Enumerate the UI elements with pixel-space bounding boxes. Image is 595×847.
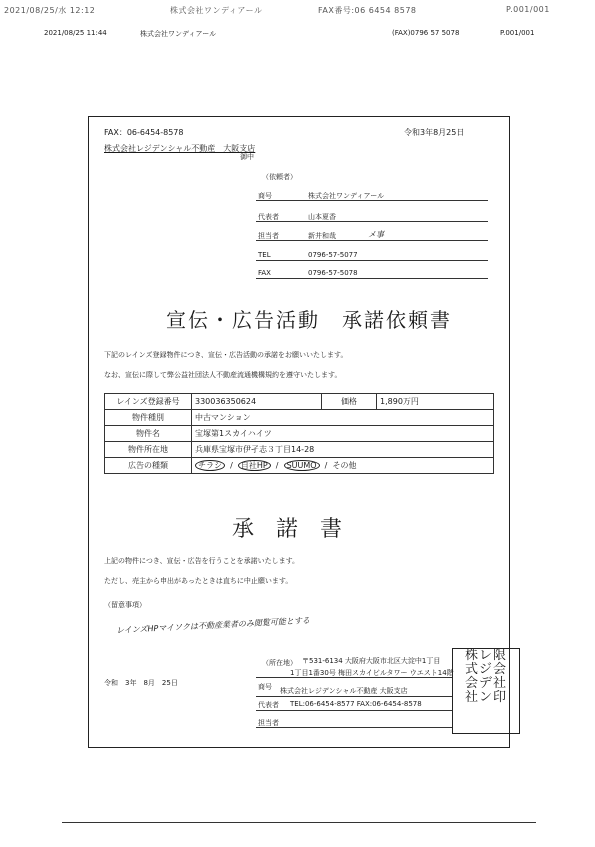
price-label: 価格	[322, 394, 377, 410]
ad-type-label: 広告の種類	[105, 458, 192, 474]
address-label: 物件所在地	[105, 442, 192, 458]
fax-header-sender: 株式会社ワンディアール	[170, 6, 263, 15]
company-address-label: （所在地）	[262, 659, 297, 667]
intro-line-2: なお、宣伝に際して弊公益社団法人不動産流通機構規約を遵守いたします。	[104, 371, 342, 379]
ad-option-flyer: チラシ	[195, 460, 225, 471]
requester-label-company: 商号	[258, 192, 272, 200]
requester-underline	[256, 260, 488, 261]
reins-label: レインズ登録番号	[105, 394, 192, 410]
stamp-line: 株レ限	[464, 648, 507, 663]
fax-header-datetime: 2021/08/25/水 12:12	[4, 6, 96, 15]
fax-header-number: FAX番号:06 6454 8578	[318, 6, 417, 15]
company-address-1: 〒531-6134 大阪府大阪市北区大淀中1丁目	[302, 657, 441, 665]
table-row	[105, 442, 494, 458]
document-date: 令和3年8月25日	[404, 128, 465, 137]
requester-underline	[256, 221, 488, 222]
requester-underline	[256, 278, 488, 279]
fax-header-page-2: P.001/001	[500, 29, 535, 37]
stamp-line: 会デ社	[464, 676, 507, 691]
recipient-suffix: 御中	[240, 153, 254, 161]
signature-underline	[256, 710, 452, 711]
requester-contact-mark: メ事	[368, 230, 384, 239]
to-fax: FAX：06-6454-8578	[104, 128, 184, 137]
requester-label-contact: 担当者	[258, 232, 279, 240]
table-row	[105, 426, 494, 442]
signature-date: 令和 3年 8月 25日	[104, 679, 178, 687]
conditions-label: （留意事項）	[104, 601, 146, 609]
fax-header-number-2: (FAX)0796 57 5078	[392, 29, 460, 37]
approval-title: 承 諾 書	[232, 517, 343, 542]
requester-value-rep: 山本夏香	[308, 213, 336, 221]
fax-header-sender-2: 株式会社ワンディアール	[140, 30, 217, 38]
fax-header-page: P.001/001	[506, 5, 550, 14]
stamp-line: 社ン印	[464, 690, 507, 705]
requester-label-tel: TEL	[258, 251, 271, 259]
reins-value: 330036350624	[192, 394, 322, 410]
requester-underline	[256, 200, 488, 201]
ad-option-other: その他	[332, 461, 357, 470]
requester-heading: （依頼者）	[262, 173, 297, 181]
company-seal-stamp	[452, 648, 520, 734]
approval-line-1: 上記の物件につき、宣伝・広告を行うことを承諾いたします。	[104, 557, 300, 565]
table-row	[105, 458, 494, 474]
intro-line-1: 下記のレインズ登録物件につき、宣伝・広告活動の承諾をお願いいたします。	[104, 351, 348, 359]
signature-underline	[256, 727, 452, 728]
table-row	[105, 394, 494, 410]
recipient-company: 株式会社レジデンシャル不動産 大阪支店	[104, 144, 256, 153]
company-rep-label: 代表者	[258, 701, 279, 709]
document-title: 宣伝・広告活動 承諾依頼書	[166, 308, 452, 332]
signature-underline	[256, 696, 452, 697]
footer-rule	[62, 822, 536, 823]
requester-value-company: 株式会社ワンディアール	[308, 192, 385, 200]
company-address-2: 1丁目1番30号 梅田スカイビルタワー ウエスト14階	[290, 669, 454, 677]
requester-underline	[256, 240, 488, 241]
requester-value-fax: 0796-57-5078	[308, 269, 358, 277]
name-label: 物件名	[105, 426, 192, 442]
fax-header-datetime-2: 2021/08/25 11:44	[44, 29, 107, 37]
requester-label-rep: 代表者	[258, 213, 279, 221]
requester-label-fax: FAX	[258, 269, 271, 277]
company-name-label: 商号	[258, 683, 272, 691]
type-value: 中古マンション	[192, 410, 494, 426]
handwritten-note: レインズHPマイソクは不動産業者のみ閲覧可能とする	[115, 615, 311, 636]
approval-line-2: ただし、売主から申出があったときは直ちに中止願います。	[104, 577, 293, 585]
company-tel-fax: TEL:06-6454-8577 FAX:06-6454-8578	[290, 700, 422, 708]
type-label: 物件種別	[105, 410, 192, 426]
requester-value-tel: 0796-57-5077	[308, 251, 358, 259]
requester-value-contact: 新井和哉	[308, 232, 336, 240]
name-value: 宝塚第1スカイハイツ	[192, 426, 494, 442]
ad-option-suumo: SUUMO	[284, 460, 320, 471]
stamp-line: 式ジ会	[464, 662, 507, 677]
ad-option-own-hp: 自社HP	[238, 460, 271, 471]
table-row	[105, 410, 494, 426]
price-value: 1,890万円	[377, 394, 494, 410]
address-value: 兵庫県宝塚市伊孑志３丁目14-28	[192, 442, 494, 458]
property-table	[104, 393, 494, 474]
company-name: 株式会社レジデンシャル不動産 大阪支店	[280, 687, 408, 695]
ad-type-options: チラシ / 自社HP / SUUMO / その他	[192, 458, 494, 474]
signature-underline	[256, 677, 452, 678]
contact-label: 担当者	[258, 719, 279, 727]
